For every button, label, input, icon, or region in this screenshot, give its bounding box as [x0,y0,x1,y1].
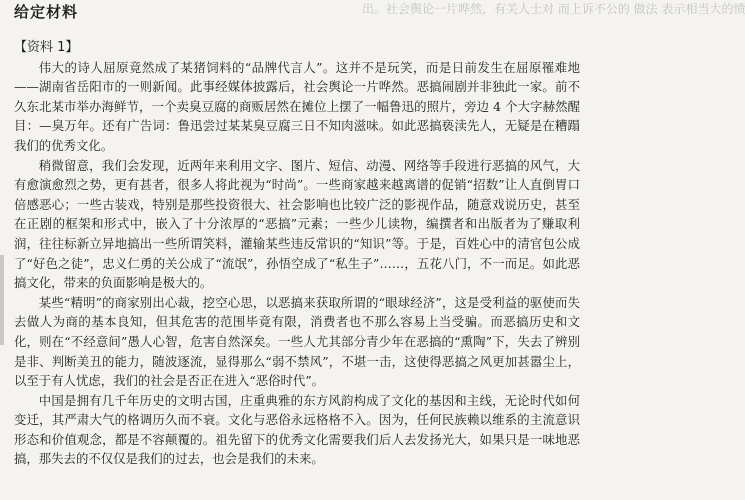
material-body [14,38,580,469]
paragraph-2: 稍微留意，我们会发现，近两年来利用文字、图片、短信、动漫、网络等手段进行恶搞的风气，大有愈演愈烈之势，更有甚者，很多人将此视为“时尚”。一些商家越来越离谱的促销“招数”让人直倒胃口倍感恶心；一些古装戏，特别是那些投资很大、社会影响也比较广泛的影视作品，随意戏说历史，甚至在正剧的框架和形式中，嵌入了十分浓厚的“恶搞”元素；一些少儿读物，编撰者和出版者为了赚取利润，往往标新立异地搞出一些所谓笑料，灌输某些违反常识的“知识”等。于是，百姓心中的清官包公成了“好色之徒”，忠义仁勇的关公成了“流氓”，孙悟空成了“私生子”……，五花八门，不一而足。如此恶搞文化，带来的负面影响是极大的。 [14,157,580,291]
bleed-through-text: 出。社会舆论一片哗然，有关人士对 而上诉不公的 做法 表示相当大的愤 [362,2,745,16]
page-edge-mark [0,255,4,345]
section-title: 给定材料 [14,3,79,21]
material-label: 【资料 1】 [14,40,79,55]
paragraph-3: 某些“精明”的商家别出心裁，挖空心思，以恶搞来获取所谓的“眼球经济”，这是受利益的驱使而失去做人为商的基本良知，但其危害的范围毕竟有限，消费者也不那么容易上当受骗。而恶搞历史和文化，则在“不经意间”愚人心智，危害自然深矣。一些人尤其部分青少年在恶搞的“熏陶”下，失去了辨别是非、判断美丑的能力，随波逐流，显得那么“弱不禁风”，不堪一击，这使得恶搞之风更加甚嚣尘上，以至于有人忧虑，我们的社会是否正在进入“恶俗时代”。 [14,294,580,389]
paragraph-4: 中国是拥有几千年历史的文明古国，庄重典雅的东方风韵构成了文化的基因和主线，无论时代如何变迁，其严肃大气的格调历久而不衰。文化与恶俗永远格格不入。因为，任何民族赖以维系的主流意识形态和价值观念，都是不容颠覆的。祖先留下的优秀文化需要我们后人去发扬光大，如果只是一味地恶搞，那失去的不仅仅是我们的过去，也会是我们的未来。 [14,392,580,467]
paragraph-1: 伟大的诗人屈原竟然成了某猪饲料的“品牌代言人”。这并不是玩笑，而是日前发生在屈原罹难地——湖南省岳阳市的一则新闻。此事经媒体披露后，社会舆论一片哗然。恶搞闹剧并非独此一家。前不久东北某市举办海鲜节，一个卖臭豆腐的商贩居然在摊位上摆了一幅鲁迅的照片，旁边 4 个大字赫然醒目：—臭万年。还有广告词：鲁迅尝过某某臭豆腐三日不知肉滋味。如此恶搞亵渎先人，无疑是在糟蹋我们的优秀文化。 [14,59,580,153]
